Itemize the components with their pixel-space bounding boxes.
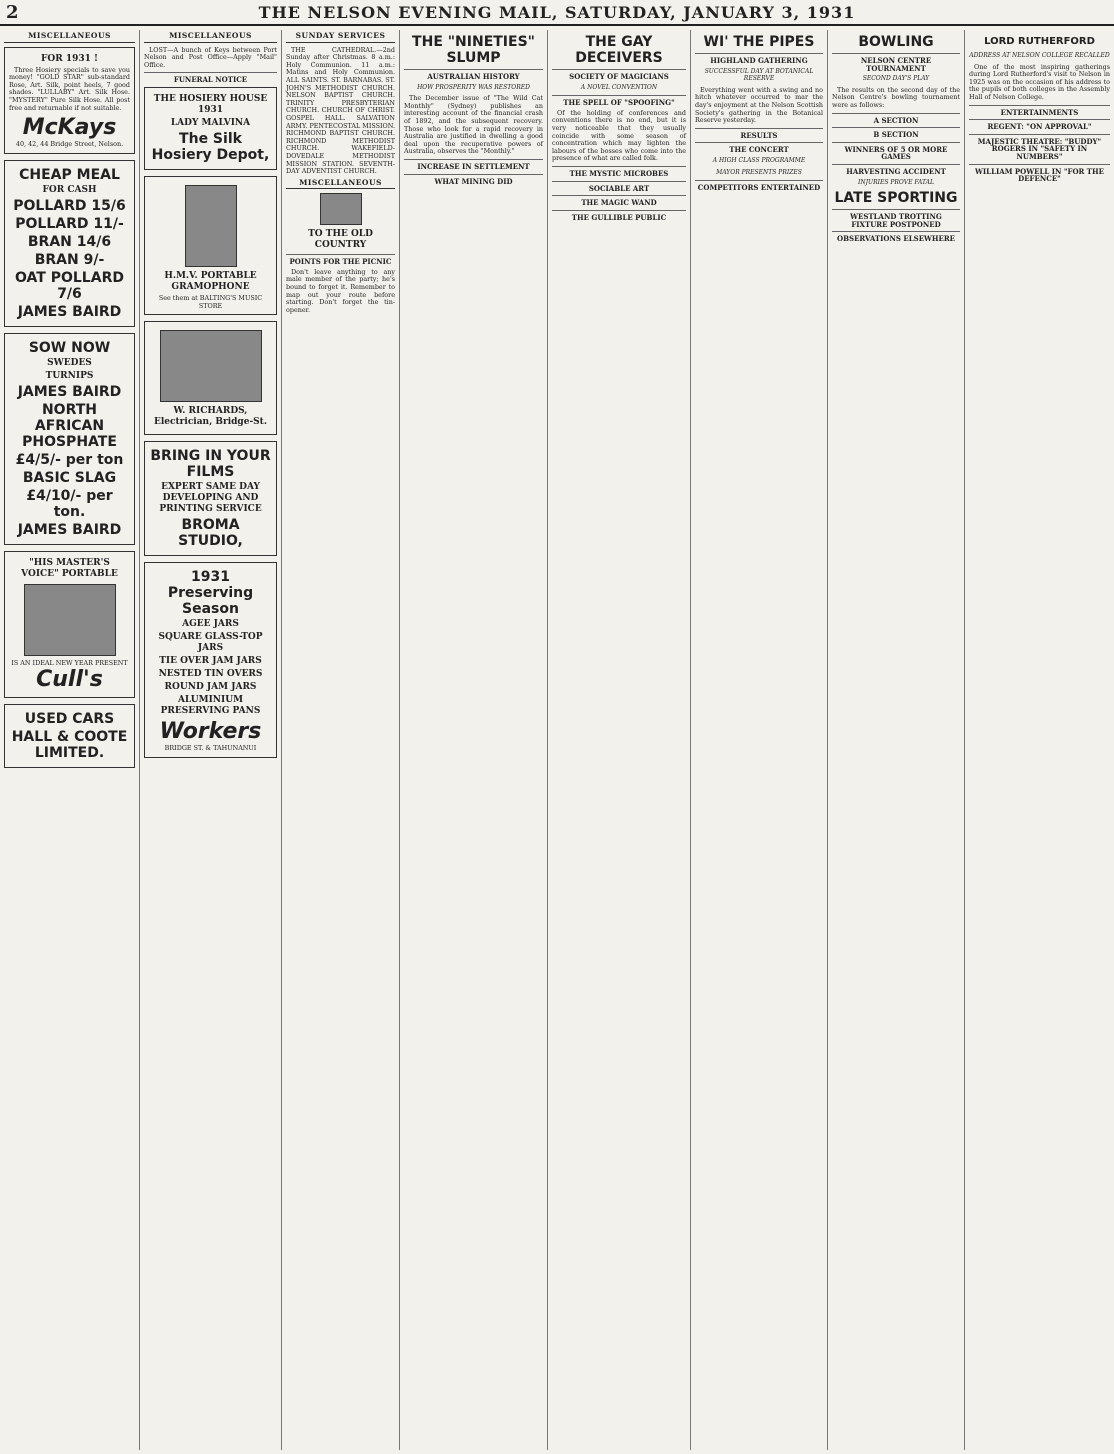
tie-over-jars: TIE OVER JAM JARS [159, 656, 262, 667]
magicians-sub: SOCIETY OF MAGICIANS [552, 69, 686, 81]
broma-studio: BROMA STUDIO, [178, 517, 243, 550]
hosiery-title: FOR 1931 ! [41, 53, 98, 64]
developing-service: EXPERT SAME DAY DEVELOPING AND PRINTING SERVICE [159, 482, 262, 515]
basic-slag-price: £4/10/- per ton. [26, 487, 113, 520]
rutherford-sub: ADDRESS AT NELSON COLLEGE RECALLED [969, 52, 1110, 59]
late-sporting: LATE SPORTING [834, 190, 958, 207]
second-day-byline: SECOND DAY'S PLAY [862, 75, 930, 83]
picnic-text: Don't leave anything to any male member of the party; he's bound to forget it. Remember to map out your route before starting. Don't forget the tin-opener. [286, 267, 395, 314]
workers-address: BRIDGE ST. & TAHUNANUI [164, 744, 257, 753]
gramophone-ad [144, 176, 277, 315]
mckays-logo: McKays [22, 115, 117, 141]
james-baird-2: JAMES BAIRD [17, 383, 122, 400]
regent-sub: REGENT: "ON APPROVAL" [969, 119, 1110, 131]
cheap-meal-title: CHEAP MEAL [19, 166, 120, 183]
pollard-price-1: POLLARD 15/6 [13, 197, 126, 214]
competitors-sub: COMPETITORS ENTERTAINED [695, 180, 823, 192]
hall-coote: HALL & COOTE LIMITED. [11, 729, 128, 762]
battery-image [160, 330, 262, 402]
newspaper-title: THE NELSON EVENING MAIL, SATURDAY, JANUARY 3, 1931 [258, 3, 856, 22]
hmv-gramophone: H.M.V. PORTABLE GRAMOPHONE [164, 270, 257, 292]
lost-notice: LOST—A bunch of Keys between Port Nelson and Post Office—Apply "Mail" Office. [144, 45, 277, 69]
novel-convention: A NOVEL CONVENTION [580, 83, 658, 91]
workers-logo: Workers [159, 719, 262, 745]
phosphate-price: £4/5/- per ton [15, 451, 124, 468]
aluminium-pans: ALUMINIUM PRESERVING PANS [160, 695, 261, 717]
gramophone-figure [185, 185, 237, 267]
results-sub: RESULTS [695, 128, 823, 140]
column-3 [282, 30, 400, 1450]
services-text: THE CATHEDRAL.—2nd Sunday after Christmas. 8 a.m.: Holy Communion. 11 a.m.: Matins and Holy Communion. ALL SAINTS. ST. BARNABAS. ST. JOHN'S METHODIST CHURCH. NELSON BAPTIST CHURCH. TRINITY PRESBYTERIAN CHURCH. CHURCH OF CHRIST. GOSPEL HALL. SALVATION ARMY. PENTECOSTAL MISSION. RICHMOND BAPTIST CHURCH. RICHMOND METHODIST CHURCH. WAKEFIELD-DOVEDALE METHODIST MISSION STATION. SEVENTH-DAY ADVENTIST CHURCH. [286, 45, 395, 176]
hosiery-ad [4, 47, 135, 154]
phosphate-title: NORTH AFRICAN PHOSPHATE [22, 401, 117, 450]
deceivers-text: Of the holding of conferences and conventions there is no end, but it is very noticeable that they usually coincide with some season of concentration which may lighten the labours of the bosses who come into the presence of what are called folk. [552, 108, 686, 163]
oat-pollard-price: OAT POLLARD 7/6 [15, 269, 124, 302]
sociable-sub: SOCIABLE ART [552, 181, 686, 193]
tournament-sub: NELSON CENTRE TOURNAMENT [832, 53, 960, 72]
mckays-address: 40, 42, 44 Bridge Street, Nelson. [15, 140, 124, 149]
entertainments-head: ENTERTAINMENTS [969, 105, 1110, 117]
sunday-services-head: SUNDAY SERVICES [286, 32, 395, 43]
sow-now-ad [4, 333, 135, 545]
old-country-ad: TO THE OLD COUNTRY [308, 229, 373, 251]
injuries-sub: INJURIES PROVE FATAL [858, 178, 934, 186]
wand-sub: THE MAGIC WAND [552, 195, 686, 207]
column-8 [965, 30, 1114, 1450]
programme-sub: A HIGH CLASS PROGRAMME [712, 156, 806, 164]
section-b: B SECTION [832, 127, 960, 139]
rutherford-text: One of the most inspiring gatherings during Lord Rutherford's visit to Nelson in 1925 was on the occasion of his address to the pupils of both colleges in the Assembly Hall of Nelson College. [969, 62, 1110, 101]
for-cash: FOR CASH [42, 184, 97, 195]
column-7 [828, 30, 965, 1450]
observations-sub: OBSERVATIONS ELSEWHERE [832, 231, 960, 243]
column-2 [140, 30, 282, 1450]
hosiery-house-ad [144, 87, 277, 170]
bran-price-2: BRAN 9/- [34, 251, 105, 268]
pipes-text: Everything went with a swing and no hitch whatever occurred to mar the day's enjoyment at the Nelson Scottish Society's gathering in the Botanical Reserve yesterday. [695, 85, 823, 125]
used-cars-title: USED CARS [24, 711, 115, 728]
section-a: A SECTION [832, 113, 960, 125]
lady-malvina: LADY MALVINA [170, 117, 251, 128]
turnips: TURNIPS [45, 370, 94, 381]
prosperity-byline: HOW PROSPERITY WAS RESTORED [417, 83, 530, 91]
gullible-sub: THE GULLIBLE PUBLIC [552, 210, 686, 222]
hmv-ad [4, 551, 135, 699]
hosiery-house-title: THE HOSIERY HOUSE 1931 [153, 93, 268, 115]
settlement-sub: INCREASE IN SETTLEMENT [404, 159, 543, 171]
battery-ad [144, 321, 277, 435]
preserving-ad [144, 562, 277, 758]
bring-films: BRING IN YOUR FILMS [150, 448, 271, 481]
column-6 [691, 30, 828, 1450]
bowling-text: The results on the second day of the Nelson Centre's bowling tournament were as follows: [832, 85, 960, 109]
funeral-notice: FUNERAL NOTICE [144, 72, 277, 84]
used-cars-ad [4, 704, 135, 768]
col3-misc-head: MISCELLANEOUS [286, 179, 395, 190]
mayor-sub: MAYOR PRESENTS PRIZES [716, 168, 802, 176]
cheap-meal-ad [4, 160, 135, 327]
col1-head: MISCELLANEOUS [4, 32, 135, 43]
column-4 [400, 30, 548, 1450]
james-baird-1: JAMES BAIRD [17, 303, 122, 320]
silk-hosiery-depot: The Silk Hosiery Depot, [151, 130, 270, 163]
microbes-sub: THE MYSTIC MICROBES [552, 166, 686, 178]
richards-electrician: W. RICHARDS, Electrician, Bridge-St. [154, 406, 267, 428]
gay-deceivers-headline: THE GAY DECEIVERS [575, 34, 663, 66]
concert-sub: THE CONCERT [695, 142, 823, 154]
harvesting-sub: HARVESTING ACCIDENT [832, 164, 960, 176]
basic-slag-title: BASIC SLAG [22, 469, 117, 486]
col2-head: MISCELLANEOUS [144, 32, 277, 43]
films-ad [144, 441, 277, 556]
picnic-head: POINTS FOR THE PICNIC [286, 254, 395, 266]
pollard-price-2: POLLARD 11/- [15, 215, 124, 232]
rutherford-headline: LORD RUTHERFORD [984, 36, 1095, 47]
column-1 [0, 30, 140, 1450]
page-number: 2 [6, 2, 19, 23]
nineties-text: The December issue of "The Wild Cat Monthly" (Sydney) publishes an interesting account of the financial crash of 1892, and the subsequent recovery. Those who look for a rapid recovery in Australia are justified in dwelling a good deal upon the recuperative powers of Australia, observes the "Monthly." [404, 94, 543, 156]
bowling-headline: BOWLING [858, 34, 934, 50]
winners-sub: WINNERS OF 5 OR MORE GAMES [832, 142, 960, 161]
sow-now-title: SOW NOW [28, 339, 111, 356]
canadian-pacific-logo [320, 193, 362, 225]
preserving-season: 1931 Preserving Season [167, 569, 254, 618]
culls-logo: Cull's [36, 667, 103, 693]
column-5 [548, 30, 691, 1450]
balting-store: See them at BALTING'S MUSIC STORE [158, 293, 263, 310]
nineties-headline: THE "NINETIES" SLUMP [412, 34, 535, 66]
powell-sub: WILLIAM POWELL IN "FOR THE DEFENCE" [969, 164, 1110, 183]
reserve-byline: SUCCESSFUL DAY AT BOTANICAL RESERVE [704, 67, 814, 83]
hmv-caption: "HIS MASTER'S VOICE" PORTABLE [21, 557, 118, 579]
bran-price-1: BRAN 14/6 [27, 233, 112, 250]
gramophone-image [24, 584, 116, 656]
square-jars: SQUARE GLASS-TOP JARS [158, 632, 263, 654]
nested-tin-overs: NESTED TIN OVERS [158, 669, 263, 680]
round-jars: ROUND JAM JARS [164, 682, 257, 693]
highland-sub: HIGHLAND GATHERING [695, 53, 823, 65]
hosiery-text: Three Hosiery specials to save you money! "GOLD STAR" sub-standard Rose, Art. Silk, point heels, 7 good shades. "LULLABY" Art. Silk Hose. "MYSTERY" Pure Silk Hose. All post free and returnable if not suitable. [9, 65, 130, 112]
westland-sub: WESTLAND TROTTING FIXTURE POSTPONED [832, 209, 960, 228]
mining-sub: WHAT MINING DID [404, 174, 543, 186]
australian-history: AUSTRALIAN HISTORY [404, 69, 543, 81]
swedes: SWEDES [47, 357, 92, 368]
spoofing-sub: THE SPELL OF "SPOOFING" [552, 95, 686, 107]
ideal-present: IS AN IDEAL NEW YEAR PRESENT [11, 658, 128, 667]
masthead [0, 0, 1114, 26]
majestic-sub: MAJESTIC THEATRE: "BUDDY" ROGERS IN "SAFETY IN NUMBERS" [969, 134, 1110, 161]
james-baird-3: JAMES BAIRD [17, 521, 122, 538]
agee-jars: AGEE JARS [182, 619, 239, 630]
pipes-headline: WI' THE PIPES [703, 34, 815, 50]
